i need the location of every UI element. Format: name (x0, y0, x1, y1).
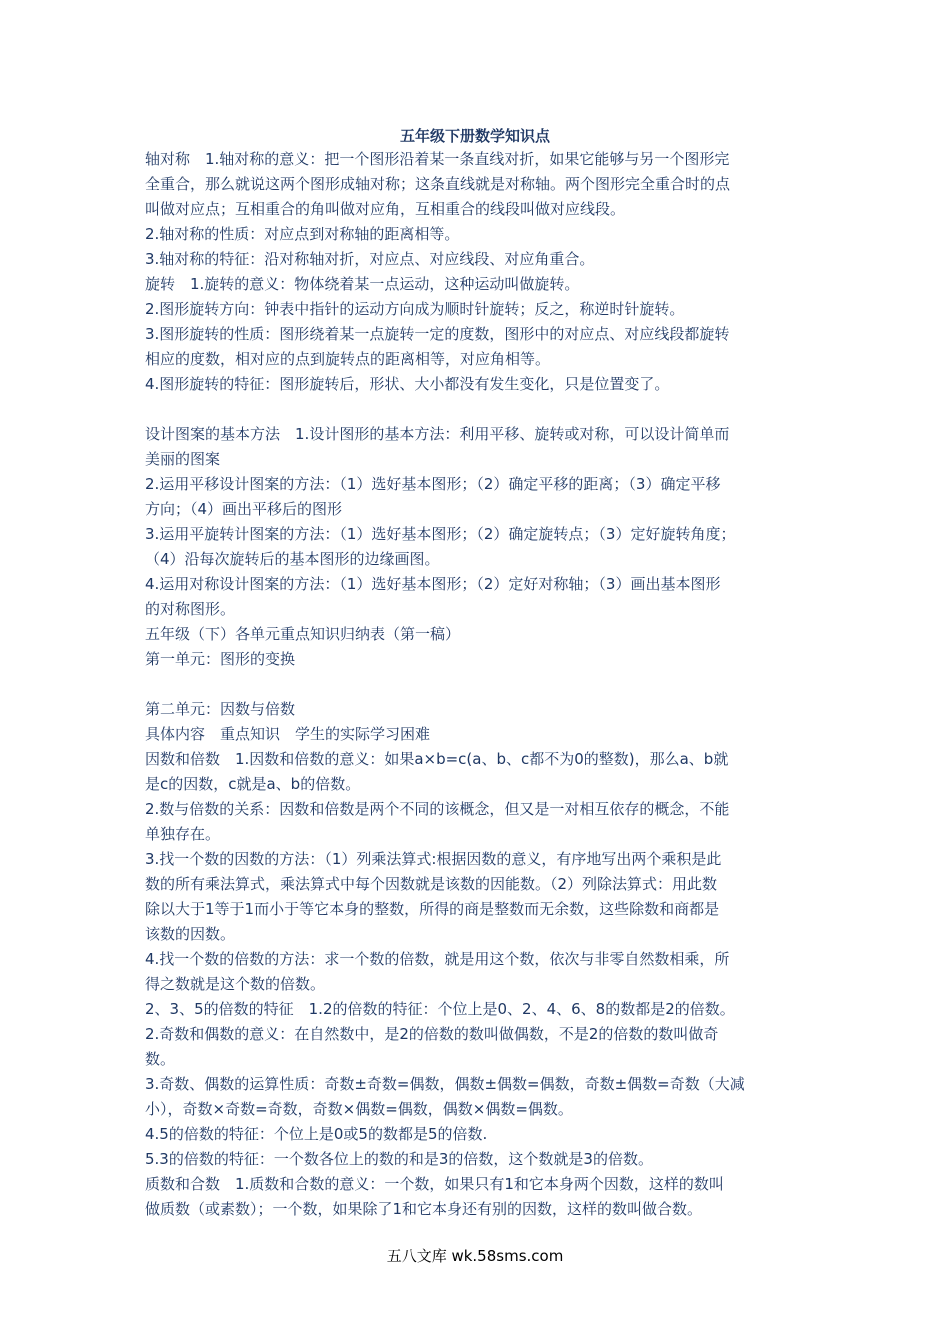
text-line: 2、3、5的倍数的特征 1.2的倍数的特征：个位上是0、2、4、6、8的数都是2的倍数。 (145, 1000, 735, 1018)
text-line: 2.运用平移设计图案的方法：（1）选好基本图形；（2）确定平移的距离；（3）确定平移 (145, 475, 721, 493)
text-line: 4.图形旋转的特征：图形旋转后，形状、大小都没有发生变化，只是位置变了。 (145, 375, 670, 393)
text-line: 做质数（或素数）；一个数，如果除了1和它本身还有别的因数，这样的数叫做合数。 (145, 1200, 703, 1218)
text-line: 数的所有乘法算式，乘法算式中每个因数就是该数的因能数。（2）列除法算式：用此数 (145, 875, 718, 893)
text-line: 五年级（下）各单元重点知识归纳表（第一稿） (145, 625, 461, 643)
text-line: 3.轴对称的特征：沿对称轴对折，对应点、对应线段、对应角重合。 (145, 250, 595, 268)
text-line: 3.奇数、偶数的运算性质：奇数±奇数=偶数，偶数±偶数=偶数，奇数±偶数=奇数（大减 (145, 1075, 745, 1093)
text-line: 2.轴对称的性质：对应点到对称轴的距离相等。 (145, 225, 460, 243)
text-line: 轴对称 1.轴对称的意义：把一个图形沿着某一条直线对折，如果它能够与另一个图形完 (145, 150, 730, 168)
text-line: 是c的因数，c就是a、b的倍数。 (145, 775, 361, 793)
text-line: 得之数就是这个数的倍数。 (145, 975, 326, 993)
text-line: 全重合，那么就说这两个图形成轴对称；这条直线就是对称轴。两个图形完全重合时的点 (145, 175, 731, 193)
text-line: 质数和合数 1.质数和合数的意义：一个数，如果只有1和它本身两个因数，这样的数叫 (145, 1175, 724, 1193)
text-line: 数。 (145, 1050, 176, 1068)
text-line: 因数和倍数 1.因数和倍数的意义：如果a×b=c(a、b、c都不为0的整数)，那么a、b就 (145, 750, 729, 768)
text-line: 5.3的倍数的特征：一个数各位上的数的和是3的倍数，这个数就是3的倍数。 (145, 1150, 653, 1168)
text-line: 设计图案的基本方法 1.设计图形的基本方法：利用平移、旋转或对称，可以设计简单而 (145, 425, 730, 443)
text-line: 3.图形旋转的性质：图形绕着某一点旋转一定的度数，图形中的对应点、对应线段都旋转 (145, 325, 730, 343)
text-line: 4.5的倍数的特征：个位上是0或5的数都是5的倍数. (145, 1125, 488, 1143)
text-line: 旋转 1.旋转的意义：物体绕着某一点运动，这种运动叫做旋转。 (145, 275, 580, 293)
text-line: 相应的度数，相对应的点到旋转点的距离相等，对应角相等。 (145, 350, 551, 368)
text-line: （4）沿每次旋转后的基本图形的边缘画图。 (145, 550, 440, 568)
text-line: 该数的因数。 (145, 925, 236, 943)
blank-line (145, 672, 827, 697)
text-line: 2.图形旋转方向：钟表中指针的运动方向成为顺时针旋转；反之，称逆时针旋转。 (145, 300, 685, 318)
text-line: 第二单元：因数与倍数 (145, 700, 296, 718)
text-line: 4.找一个数的倍数的方法：求一个数的倍数，就是用这个数，依次与非零自然数相乘，所 (145, 950, 730, 968)
text-line: 2.数与倍数的关系：因数和倍数是两个不同的该概念，但又是一对相互依存的概念，不能 (145, 800, 730, 818)
text-line: 2.奇数和偶数的意义：在自然数中，是2的倍数的数叫做偶数，不是2的倍数的数叫做奇 (145, 1025, 719, 1043)
document-body (145, 147, 827, 1222)
text-line: 3.找一个数的因数的方法：（1）列乘法算式:根据因数的意义，有序地写出两个乘积是此 (145, 850, 722, 868)
text-line: 除以大于1等于1而小于等它本身的整数，所得的商是整数而无余数，这些除数和商都是 (145, 900, 720, 918)
text-line: 方向；（4）画出平移后的图形 (145, 500, 343, 518)
text-line: 美丽的图案 (145, 450, 221, 468)
text-line: 第一单元：图形的变换 (145, 650, 296, 668)
text-line: 4.运用对称设计图案的方法：（1）选好基本图形；（2）定好对称轴；（3）画出基本图形 (145, 575, 721, 593)
text-line: 3.运用平旋转计图案的方法：（1）选好基本图形；（2）确定旋转点；（3）定好旋转角度； (145, 525, 736, 543)
blank-line (145, 397, 827, 422)
text-line: 叫做对应点；互相重合的角叫做对应角，互相重合的线段叫做对应线段。 (145, 200, 626, 218)
document-title: 五年级下册数学知识点 (399, 127, 550, 145)
text-line: 小），奇数×奇数=奇数，奇数×偶数=偶数，偶数×偶数=偶数。 (145, 1100, 573, 1118)
text-line: 的对称图形。 (145, 600, 236, 618)
text-line: 单独存在。 (145, 825, 221, 843)
footer-watermark: 五八文库 wk.58sms.com (386, 1247, 564, 1265)
text-line: 具体内容 重点知识 学生的实际学习困难 (145, 725, 431, 743)
